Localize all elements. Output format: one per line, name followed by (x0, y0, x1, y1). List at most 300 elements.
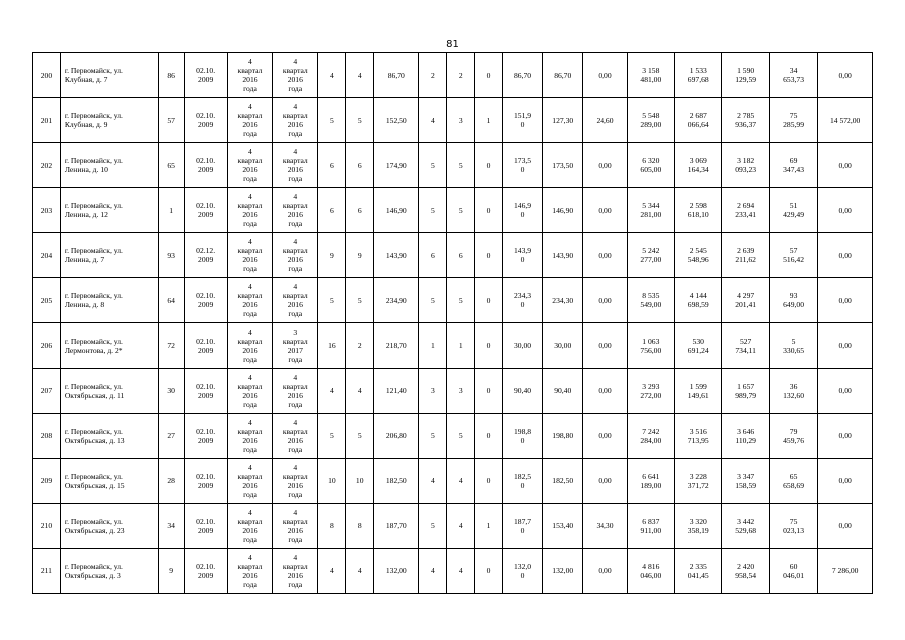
total-cost-cell (627, 323, 674, 368)
date-cell-line: 02.10. (196, 66, 216, 76)
total-cost-cell-line: 272,00 (640, 390, 662, 400)
date-cell (184, 413, 227, 458)
planned-period-cell-line: года (243, 399, 257, 409)
resettled-area-cell (502, 458, 542, 503)
planned-period-cell-line: квартал (237, 336, 263, 346)
actual-period-cell (273, 233, 318, 278)
premises-municipal-cell: 3 (447, 98, 475, 143)
premises-municipal-cell: 1 (447, 323, 475, 368)
actual-period-cell-line: квартал (282, 66, 308, 76)
premises-total-cell: 1 (419, 323, 447, 368)
actual-period-cell (273, 413, 318, 458)
address-cell (60, 188, 158, 233)
residents-total-cell: 8 (318, 503, 346, 548)
row-number-cell: 211 (33, 548, 61, 593)
total-cost-cell-line: 189,00 (640, 480, 662, 490)
resettled-area-cell-line: 0 (520, 435, 525, 445)
total-cost-cell-line: 756,00 (640, 345, 662, 355)
fund-cost-cell-line: 691,24 (687, 345, 709, 355)
planned-period-cell-line: квартал (237, 561, 263, 571)
local-cost-cell-line: 65 (789, 471, 798, 481)
municipal-area-cell: 86,70 (543, 53, 583, 98)
total-cost-cell (627, 503, 674, 548)
total-cost-cell-line: 911,00 (640, 525, 662, 535)
address-cell-line: Октябрьская, д. 3 (64, 570, 121, 580)
date-cell-line: 2009 (198, 525, 214, 535)
actual-period-cell (273, 548, 318, 593)
premises-total-cell: 2 (419, 53, 447, 98)
local-cost-cell-line: 653,73 (783, 75, 805, 85)
premises-private-cell: 1 (475, 98, 503, 143)
premises-municipal-cell: 2 (447, 53, 475, 98)
local-cost-cell-line: 69 (789, 156, 798, 166)
residents-total-cell: 6 (318, 143, 346, 188)
address-cell (60, 233, 158, 278)
municipal-area-cell: 132,00 (543, 548, 583, 593)
municipal-area-cell: 146,90 (543, 188, 583, 233)
resettled-area-cell-line: 143,9 (514, 246, 532, 256)
actual-period-cell-line: года (288, 219, 303, 229)
municipal-area-cell: 30,00 (543, 323, 583, 368)
extra-cost-cell: 0,00 (818, 458, 873, 503)
actual-period-cell-line: 3 (293, 327, 298, 337)
regional-cost-cell (722, 503, 769, 548)
actual-period-cell (273, 278, 318, 323)
date-cell-line: 2009 (198, 435, 214, 445)
total-cost-cell (627, 143, 674, 188)
actual-period-cell (273, 503, 318, 548)
local-cost-cell (769, 188, 817, 233)
regional-cost-cell-line: 1 657 (737, 381, 755, 391)
address-cell-line: Октябрьская, д. 11 (64, 390, 125, 400)
planned-period-cell-line: 2016 (242, 210, 258, 220)
resettled-area-cell-line: 151,9 (514, 111, 532, 121)
count-cell: 57 (158, 98, 184, 143)
planned-period-cell-line: 2016 (242, 255, 258, 265)
fund-cost-cell-line: 3 320 (689, 516, 707, 526)
actual-period-cell-line: года (288, 399, 303, 409)
address-cell (60, 458, 158, 503)
planned-period-cell-line: 4 (248, 147, 252, 157)
municipal-area-cell: 90,40 (543, 368, 583, 413)
actual-period-cell-line: 4 (293, 102, 298, 112)
row-number-cell: 209 (33, 458, 61, 503)
actual-period-cell-line: квартал (282, 111, 308, 121)
residents-total-cell: 5 (318, 278, 346, 323)
local-cost-cell-line: 285,99 (783, 120, 805, 130)
address-cell-line: Октябрьская, д. 13 (64, 435, 125, 445)
address-cell-line: г. Первомайск, ул. (64, 66, 123, 76)
fund-cost-cell-line: 358,19 (687, 525, 709, 535)
fund-cost-cell-line: 530 (692, 336, 704, 346)
fund-cost-cell (675, 143, 722, 188)
fund-cost-cell-line: 2 545 (689, 246, 707, 256)
fund-cost-cell-line: 4 144 (689, 291, 707, 301)
premises-total-cell: 5 (419, 188, 447, 233)
total-cost-cell (627, 548, 674, 593)
local-cost-cell (769, 548, 817, 593)
count-cell: 9 (158, 548, 184, 593)
address-cell-line: г. Первомайск, ул. (64, 471, 123, 481)
planned-period-cell-line: 2016 (242, 435, 258, 445)
resettled-area-cell (502, 188, 542, 233)
planned-period-cell-line: года (243, 84, 257, 94)
planned-period-cell-line: 4 (248, 327, 252, 337)
total-area-cell: 234,90 (374, 278, 419, 323)
date-cell-line: 02.10. (196, 156, 216, 166)
address-cell-line: Клубная, д. 7 (64, 75, 108, 85)
local-cost-cell (769, 233, 817, 278)
resettled-area-cell-line: 0 (520, 300, 525, 310)
residents-resettled-cell: 4 (346, 368, 374, 413)
date-cell-line: 2009 (198, 255, 214, 265)
regional-cost-cell-line: 3 442 (737, 516, 755, 526)
actual-period-cell-line: года (288, 489, 303, 499)
row-number-cell: 207 (33, 368, 61, 413)
resettled-area-cell-line: 0 (520, 120, 525, 130)
row-number-cell: 205 (33, 278, 61, 323)
premises-municipal-cell: 4 (447, 458, 475, 503)
fund-cost-cell-line: 713,95 (687, 435, 709, 445)
address-cell-line: Ленина, д. 7 (64, 255, 105, 265)
total-cost-cell (627, 233, 674, 278)
total-cost-cell-line: 549,00 (640, 300, 662, 310)
date-cell (184, 278, 227, 323)
planned-period-cell-line: 4 (248, 102, 252, 112)
local-cost-cell (769, 278, 817, 323)
page-number: 81 (446, 39, 459, 50)
actual-period-cell-line: квартал (282, 156, 308, 166)
planned-period-cell-line: 4 (248, 282, 252, 292)
planned-period-cell-line: года (243, 579, 257, 589)
planned-period-cell (227, 503, 272, 548)
regional-cost-cell-line: 211,62 (735, 255, 756, 265)
local-cost-cell-line: 93 (789, 291, 798, 301)
regional-cost-cell-line: 527 (739, 336, 752, 346)
date-cell (184, 98, 227, 143)
local-cost-cell-line: 36 (789, 381, 798, 391)
local-cost-cell-line: 330,65 (783, 345, 805, 355)
total-area-cell: 132,00 (374, 548, 419, 593)
address-cell (60, 143, 158, 188)
premises-municipal-cell: 5 (447, 413, 475, 458)
regional-cost-cell-line: 233,41 (735, 210, 757, 220)
extra-cost-cell: 0,00 (818, 143, 873, 188)
residents-total-cell: 5 (318, 413, 346, 458)
local-cost-cell-line: 658,69 (783, 480, 805, 490)
resettled-area-cell-line: 0 (520, 525, 525, 535)
planned-period-cell-line: квартал (237, 66, 263, 76)
premises-private-cell: 0 (475, 548, 503, 593)
local-cost-cell (769, 503, 817, 548)
planned-period-cell (227, 233, 272, 278)
date-cell-line: 2009 (198, 75, 214, 85)
total-cost-cell-line: 605,00 (640, 165, 662, 175)
premises-municipal-cell: 6 (447, 233, 475, 278)
residents-resettled-cell: 5 (346, 98, 374, 143)
resettled-area-cell-line: 30,00 (514, 341, 532, 350)
regional-cost-cell-line: 093,23 (735, 165, 757, 175)
residents-resettled-cell: 8 (346, 503, 374, 548)
total-area-cell: 146,90 (374, 188, 419, 233)
planned-period-cell (227, 98, 272, 143)
extra-cost-cell: 0,00 (818, 368, 873, 413)
regional-cost-cell-line: 2 420 (737, 561, 755, 571)
actual-period-cell-line: квартал (282, 561, 308, 571)
address-cell-line: г. Первомайск, ул. (64, 156, 123, 166)
address-cell-line: Ленина, д. 12 (64, 210, 108, 220)
planned-period-cell-line: квартал (237, 516, 263, 526)
planned-period-cell-line: года (243, 354, 257, 364)
total-area-cell: 143,90 (374, 233, 419, 278)
local-cost-cell-line: 649,00 (783, 300, 805, 310)
premises-total-cell: 5 (419, 503, 447, 548)
planned-period-cell-line: квартал (237, 156, 263, 166)
address-cell (60, 98, 158, 143)
address-cell-line: Клубная, д. 9 (64, 120, 108, 130)
extra-cost-cell: 0,00 (818, 278, 873, 323)
fund-cost-cell-line: 3 228 (689, 471, 707, 481)
premises-total-cell: 4 (419, 458, 447, 503)
private-area-cell: 0,00 (583, 278, 627, 323)
actual-period-cell (273, 323, 318, 368)
residents-resettled-cell: 5 (346, 278, 374, 323)
premises-private-cell: 1 (475, 503, 503, 548)
municipal-area-cell: 153,40 (543, 503, 583, 548)
resettled-area-cell-line: 0 (520, 210, 525, 220)
total-cost-cell-line: 5 242 (642, 246, 660, 256)
total-area-cell: 206,80 (374, 413, 419, 458)
resettled-area-cell (502, 548, 542, 593)
regional-cost-cell-line: 110,29 (735, 435, 756, 445)
planned-period-cell-line: года (243, 174, 257, 184)
planned-period-cell-line: 4 (248, 57, 252, 67)
actual-period-cell-line: 4 (293, 462, 298, 472)
table-row (33, 53, 873, 98)
actual-period-cell-line: 2016 (287, 75, 303, 85)
local-cost-cell (769, 53, 817, 98)
actual-period-cell-line: 2016 (287, 390, 303, 400)
fund-cost-cell (675, 98, 722, 143)
fund-cost-cell-line: 698,59 (687, 300, 709, 310)
table-row (33, 458, 873, 503)
date-cell-line: 02.10. (196, 291, 216, 301)
extra-cost-cell: 0,00 (818, 188, 873, 233)
regional-cost-cell (722, 233, 769, 278)
total-area-cell: 174,90 (374, 143, 419, 188)
date-cell-line: 2009 (198, 300, 214, 310)
total-cost-cell-line: 481,00 (640, 75, 662, 85)
resettled-area-cell-line: 182,5 (514, 471, 532, 481)
planned-period-cell (227, 368, 272, 413)
planned-period-cell (227, 413, 272, 458)
date-cell-line: 2009 (198, 345, 214, 355)
total-cost-cell-line: 3 293 (642, 381, 660, 391)
total-cost-cell-line: 6 641 (642, 471, 660, 481)
total-area-cell: 182,50 (374, 458, 419, 503)
extra-cost-cell: 0,00 (818, 503, 873, 548)
actual-period-cell (273, 458, 318, 503)
resettled-area-cell (502, 98, 542, 143)
premises-municipal-cell: 5 (447, 143, 475, 188)
fund-cost-cell-line: 2 335 (689, 561, 707, 571)
address-cell (60, 548, 158, 593)
municipal-area-cell: 127,30 (543, 98, 583, 143)
fund-cost-cell-line: 371,72 (687, 480, 709, 490)
date-cell (184, 233, 227, 278)
row-number-cell: 203 (33, 188, 61, 233)
count-cell: 1 (158, 188, 184, 233)
premises-private-cell: 0 (475, 53, 503, 98)
regional-cost-cell-line: 158,59 (735, 480, 757, 490)
row-number-cell: 208 (33, 413, 61, 458)
row-number-cell: 202 (33, 143, 61, 188)
actual-period-cell-line: года (288, 579, 303, 589)
local-cost-cell (769, 98, 817, 143)
total-cost-cell-line: 3 158 (642, 66, 660, 76)
address-cell-line: г. Первомайск, ул. (64, 426, 123, 436)
fund-cost-cell (675, 368, 722, 413)
actual-period-cell (273, 98, 318, 143)
address-cell-line: г. Первомайск, ул. (64, 516, 123, 526)
fund-cost-cell (675, 323, 722, 368)
planned-period-cell-line: 2016 (242, 165, 258, 175)
row-number-cell: 200 (33, 53, 61, 98)
address-cell-line: Ленина, д. 10 (64, 165, 108, 175)
municipal-area-cell: 198,80 (543, 413, 583, 458)
private-area-cell: 0,00 (583, 458, 627, 503)
count-cell: 30 (158, 368, 184, 413)
actual-period-cell-line: 4 (293, 552, 298, 562)
table-row (33, 413, 873, 458)
planned-period-cell-line: квартал (237, 246, 263, 256)
local-cost-cell-line: 57 (789, 246, 798, 256)
planned-period-cell-line: 4 (248, 462, 252, 472)
address-cell-line: Октябрьская, д. 23 (64, 525, 125, 535)
planned-period-cell-line: года (243, 444, 257, 454)
address-cell (60, 278, 158, 323)
local-cost-cell-line: 60 (789, 561, 798, 571)
fund-cost-cell-line: 697,68 (687, 75, 709, 85)
resettled-area-cell (502, 278, 542, 323)
planned-period-cell-line: квартал (237, 426, 263, 436)
fund-cost-cell-line: 1 599 (689, 381, 707, 391)
regional-cost-cell-line: 201,41 (735, 300, 757, 310)
actual-period-cell-line: квартал (282, 426, 308, 436)
regional-cost-cell-line: 989,79 (735, 390, 757, 400)
planned-period-cell (227, 53, 272, 98)
residents-total-cell: 4 (318, 53, 346, 98)
table-row (33, 98, 873, 143)
local-cost-cell-line: 516,42 (783, 255, 805, 265)
local-cost-cell (769, 143, 817, 188)
regional-cost-cell (722, 458, 769, 503)
planned-period-cell-line: года (243, 534, 257, 544)
actual-period-cell-line: квартал (282, 471, 308, 481)
residents-total-cell: 10 (318, 458, 346, 503)
regional-cost-cell-line: 734,11 (735, 345, 756, 355)
address-cell-line: г. Первомайск, ул. (64, 246, 123, 256)
resettled-area-cell (502, 503, 542, 548)
local-cost-cell-line: 51 (789, 201, 798, 211)
total-cost-cell (627, 188, 674, 233)
fund-cost-cell (675, 233, 722, 278)
regional-cost-cell-line: 2 639 (737, 246, 755, 256)
date-cell (184, 458, 227, 503)
fund-cost-cell (675, 503, 722, 548)
total-area-cell: 152,50 (374, 98, 419, 143)
local-cost-cell (769, 413, 817, 458)
address-cell (60, 413, 158, 458)
count-cell: 28 (158, 458, 184, 503)
actual-period-cell-line: года (288, 264, 303, 274)
row-number-cell: 201 (33, 98, 61, 143)
regional-cost-cell (722, 278, 769, 323)
premises-total-cell: 4 (419, 98, 447, 143)
residents-resettled-cell: 4 (346, 548, 374, 593)
total-cost-cell (627, 53, 674, 98)
date-cell (184, 368, 227, 413)
count-cell: 64 (158, 278, 184, 323)
planned-period-cell-line: квартал (237, 291, 263, 301)
date-cell-line: 2009 (198, 165, 214, 175)
local-cost-cell-line: 132,60 (783, 390, 805, 400)
regional-cost-cell (722, 323, 769, 368)
residents-total-cell: 5 (318, 98, 346, 143)
premises-total-cell: 5 (419, 413, 447, 458)
actual-period-cell-line: года (288, 174, 303, 184)
planned-period-cell-line: квартал (237, 111, 263, 121)
local-cost-cell-line: 75 (789, 111, 798, 121)
actual-period-cell-line: 2016 (287, 165, 303, 175)
residents-total-cell: 16 (318, 323, 346, 368)
address-cell-line: Лермонтова, д. 2* (64, 345, 123, 355)
address-cell (60, 53, 158, 98)
regional-cost-cell-line: 958,54 (735, 570, 757, 580)
fund-cost-cell-line: 066,64 (687, 120, 709, 130)
fund-cost-cell (675, 188, 722, 233)
fund-cost-cell-line: 149,61 (687, 390, 709, 400)
actual-period-cell-line: 4 (293, 237, 298, 247)
private-area-cell: 34,30 (583, 503, 627, 548)
total-area-cell: 218,70 (374, 323, 419, 368)
local-cost-cell (769, 458, 817, 503)
date-cell (184, 503, 227, 548)
address-cell-line: г. Первомайск, ул. (64, 381, 123, 391)
regional-cost-cell-line: 936,37 (735, 120, 757, 130)
private-area-cell: 0,00 (583, 143, 627, 188)
municipal-area-cell: 143,90 (543, 233, 583, 278)
address-cell (60, 503, 158, 548)
fund-cost-cell-line: 1 533 (689, 66, 707, 76)
total-cost-cell-line: 6 320 (642, 156, 660, 166)
resettled-area-cell-line: 86,70 (514, 70, 532, 80)
planned-period-cell (227, 548, 272, 593)
date-cell-line: 2009 (198, 480, 214, 490)
private-area-cell: 0,00 (583, 413, 627, 458)
date-cell-line: 02.10. (196, 471, 216, 481)
total-cost-cell (627, 413, 674, 458)
actual-period-cell-line: 2016 (287, 120, 303, 130)
planned-period-cell-line: 4 (248, 372, 252, 382)
regional-cost-cell (722, 548, 769, 593)
actual-period-cell-line: 4 (293, 192, 298, 202)
premises-private-cell: 0 (475, 143, 503, 188)
date-cell (184, 53, 227, 98)
date-cell (184, 188, 227, 233)
total-area-cell: 187,70 (374, 503, 419, 548)
total-area-cell: 86,70 (374, 53, 419, 98)
